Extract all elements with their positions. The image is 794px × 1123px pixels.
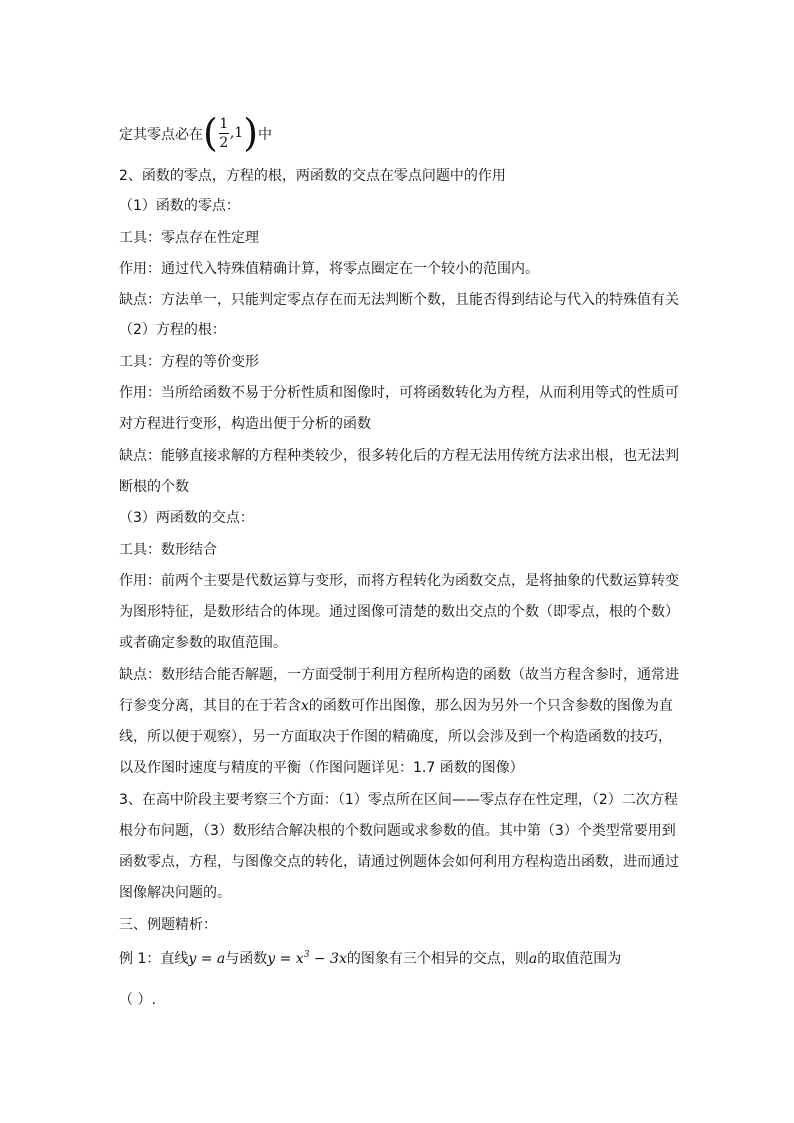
equation-part: y = x bbox=[267, 951, 304, 967]
use-line: 作用：当所给函数不易于分析性质和图像时，可将函数转化为方程，从而利用等式的性质可 bbox=[119, 385, 679, 401]
part-3-title: 三、例题精析： bbox=[119, 917, 217, 933]
section-3-line: 根分布问题，（3）数形结合解决根的个数问题或求参数的值。其中第（3）个类型常要用到 bbox=[119, 823, 676, 839]
flaw-line: 缺点：方法单一，只能判定零点存在而无法判断个数，且能否得到结论与代入的特殊值有关 bbox=[119, 292, 679, 308]
flaw-line: 断根的个数 bbox=[119, 479, 189, 495]
tool-line: 工具：零点存在性定理 bbox=[119, 230, 259, 246]
subsection-heading: （2）方程的根： bbox=[119, 322, 226, 338]
tool-line: 工具：方程的等价变形 bbox=[119, 354, 259, 370]
text: 的图象有三个相异的交点，则 bbox=[346, 951, 529, 967]
equation-part: − 3x bbox=[309, 951, 347, 967]
variable-x: x bbox=[301, 698, 309, 714]
text: 例 1：直线 bbox=[119, 951, 189, 967]
equation-line: y = a bbox=[188, 951, 226, 967]
example-1-question bbox=[119, 949, 621, 971]
section-3-line: 3、在高中阶段主要考察三个方面：（1）零点所在区间——零点存在性定理，（2）二次方程 bbox=[119, 792, 678, 808]
text: 的函数可作出图像，那么因为另外一个只含参数的图像为直 bbox=[308, 698, 673, 714]
fraction-bar bbox=[219, 133, 229, 134]
example-1-answer-blank: （ ）. bbox=[119, 992, 156, 1008]
section-2-title: 2、函数的零点，方程的根，两函数的交点在零点问题中的作用 bbox=[119, 168, 506, 184]
variable-a: a bbox=[528, 951, 538, 967]
flaw-line: 线，所以便于观察），另一方面取决于作图的精确度，所以会涉及到一个构造函数的技巧， bbox=[119, 729, 672, 745]
left-paren: ( bbox=[203, 111, 218, 155]
right-paren: ) bbox=[243, 111, 259, 155]
use-line: 作用：前两个主要是代数运算与变形，而将方程转化为函数交点，是将抽象的代数运算转变 bbox=[119, 573, 679, 589]
flaw-line bbox=[119, 696, 673, 716]
use-line: 对方程进行变形，构造出便于分析的函数 bbox=[119, 416, 371, 432]
fraction bbox=[219, 116, 229, 151]
tool-line: 工具：数形结合 bbox=[119, 542, 217, 558]
section-3-line: 函数零点，方程，与图像交点的转化，请通过例题体会如何利用方程构造出函数，进而通过 bbox=[119, 854, 679, 870]
line-zero-interval bbox=[119, 111, 273, 155]
flaw-line: 以及作图时速度与精度的平衡（作图问题详见：1.7 函数的图像） bbox=[119, 760, 524, 776]
subsection-heading: （1）函数的零点： bbox=[119, 198, 240, 214]
flaw-line: 缺点：数形结合能否解题，一方面受制于利用方程所构造的函数（故当方程含参时，通常进 bbox=[119, 667, 679, 683]
subsection-heading: （3）两函数的交点： bbox=[119, 510, 254, 526]
text: 行参变分离，其目的在于若含 bbox=[119, 698, 301, 714]
text: 中 bbox=[258, 127, 273, 143]
text: 的取值范围为 bbox=[537, 951, 622, 967]
fraction-numerator: 1 bbox=[219, 115, 229, 132]
use-line: 为图形特征，是数形结合的体现。通过图像可清楚的数出交点的个数（即零点，根的个数） bbox=[119, 604, 679, 620]
use-line: 作用：通过代入特殊值精确计算，将零点圈定在一个较小的范围内。 bbox=[119, 261, 539, 277]
flaw-line: 缺点：能够直接求解的方程种类较少，很多转化后的方程无法用传统方法求出根，也无法判 bbox=[119, 448, 679, 464]
interval-end: ,1 bbox=[229, 125, 244, 141]
fraction-denominator: 2 bbox=[219, 134, 229, 151]
interval-expression bbox=[203, 111, 259, 155]
use-line: 或者确定参数的取值范围。 bbox=[119, 635, 287, 651]
text: 定其零点必在 bbox=[119, 127, 203, 143]
text: 与函数 bbox=[225, 951, 268, 967]
exponent: 3 bbox=[303, 950, 310, 960]
section-3-line: 图像解决问题的。 bbox=[119, 885, 231, 901]
equation-function bbox=[267, 951, 347, 967]
